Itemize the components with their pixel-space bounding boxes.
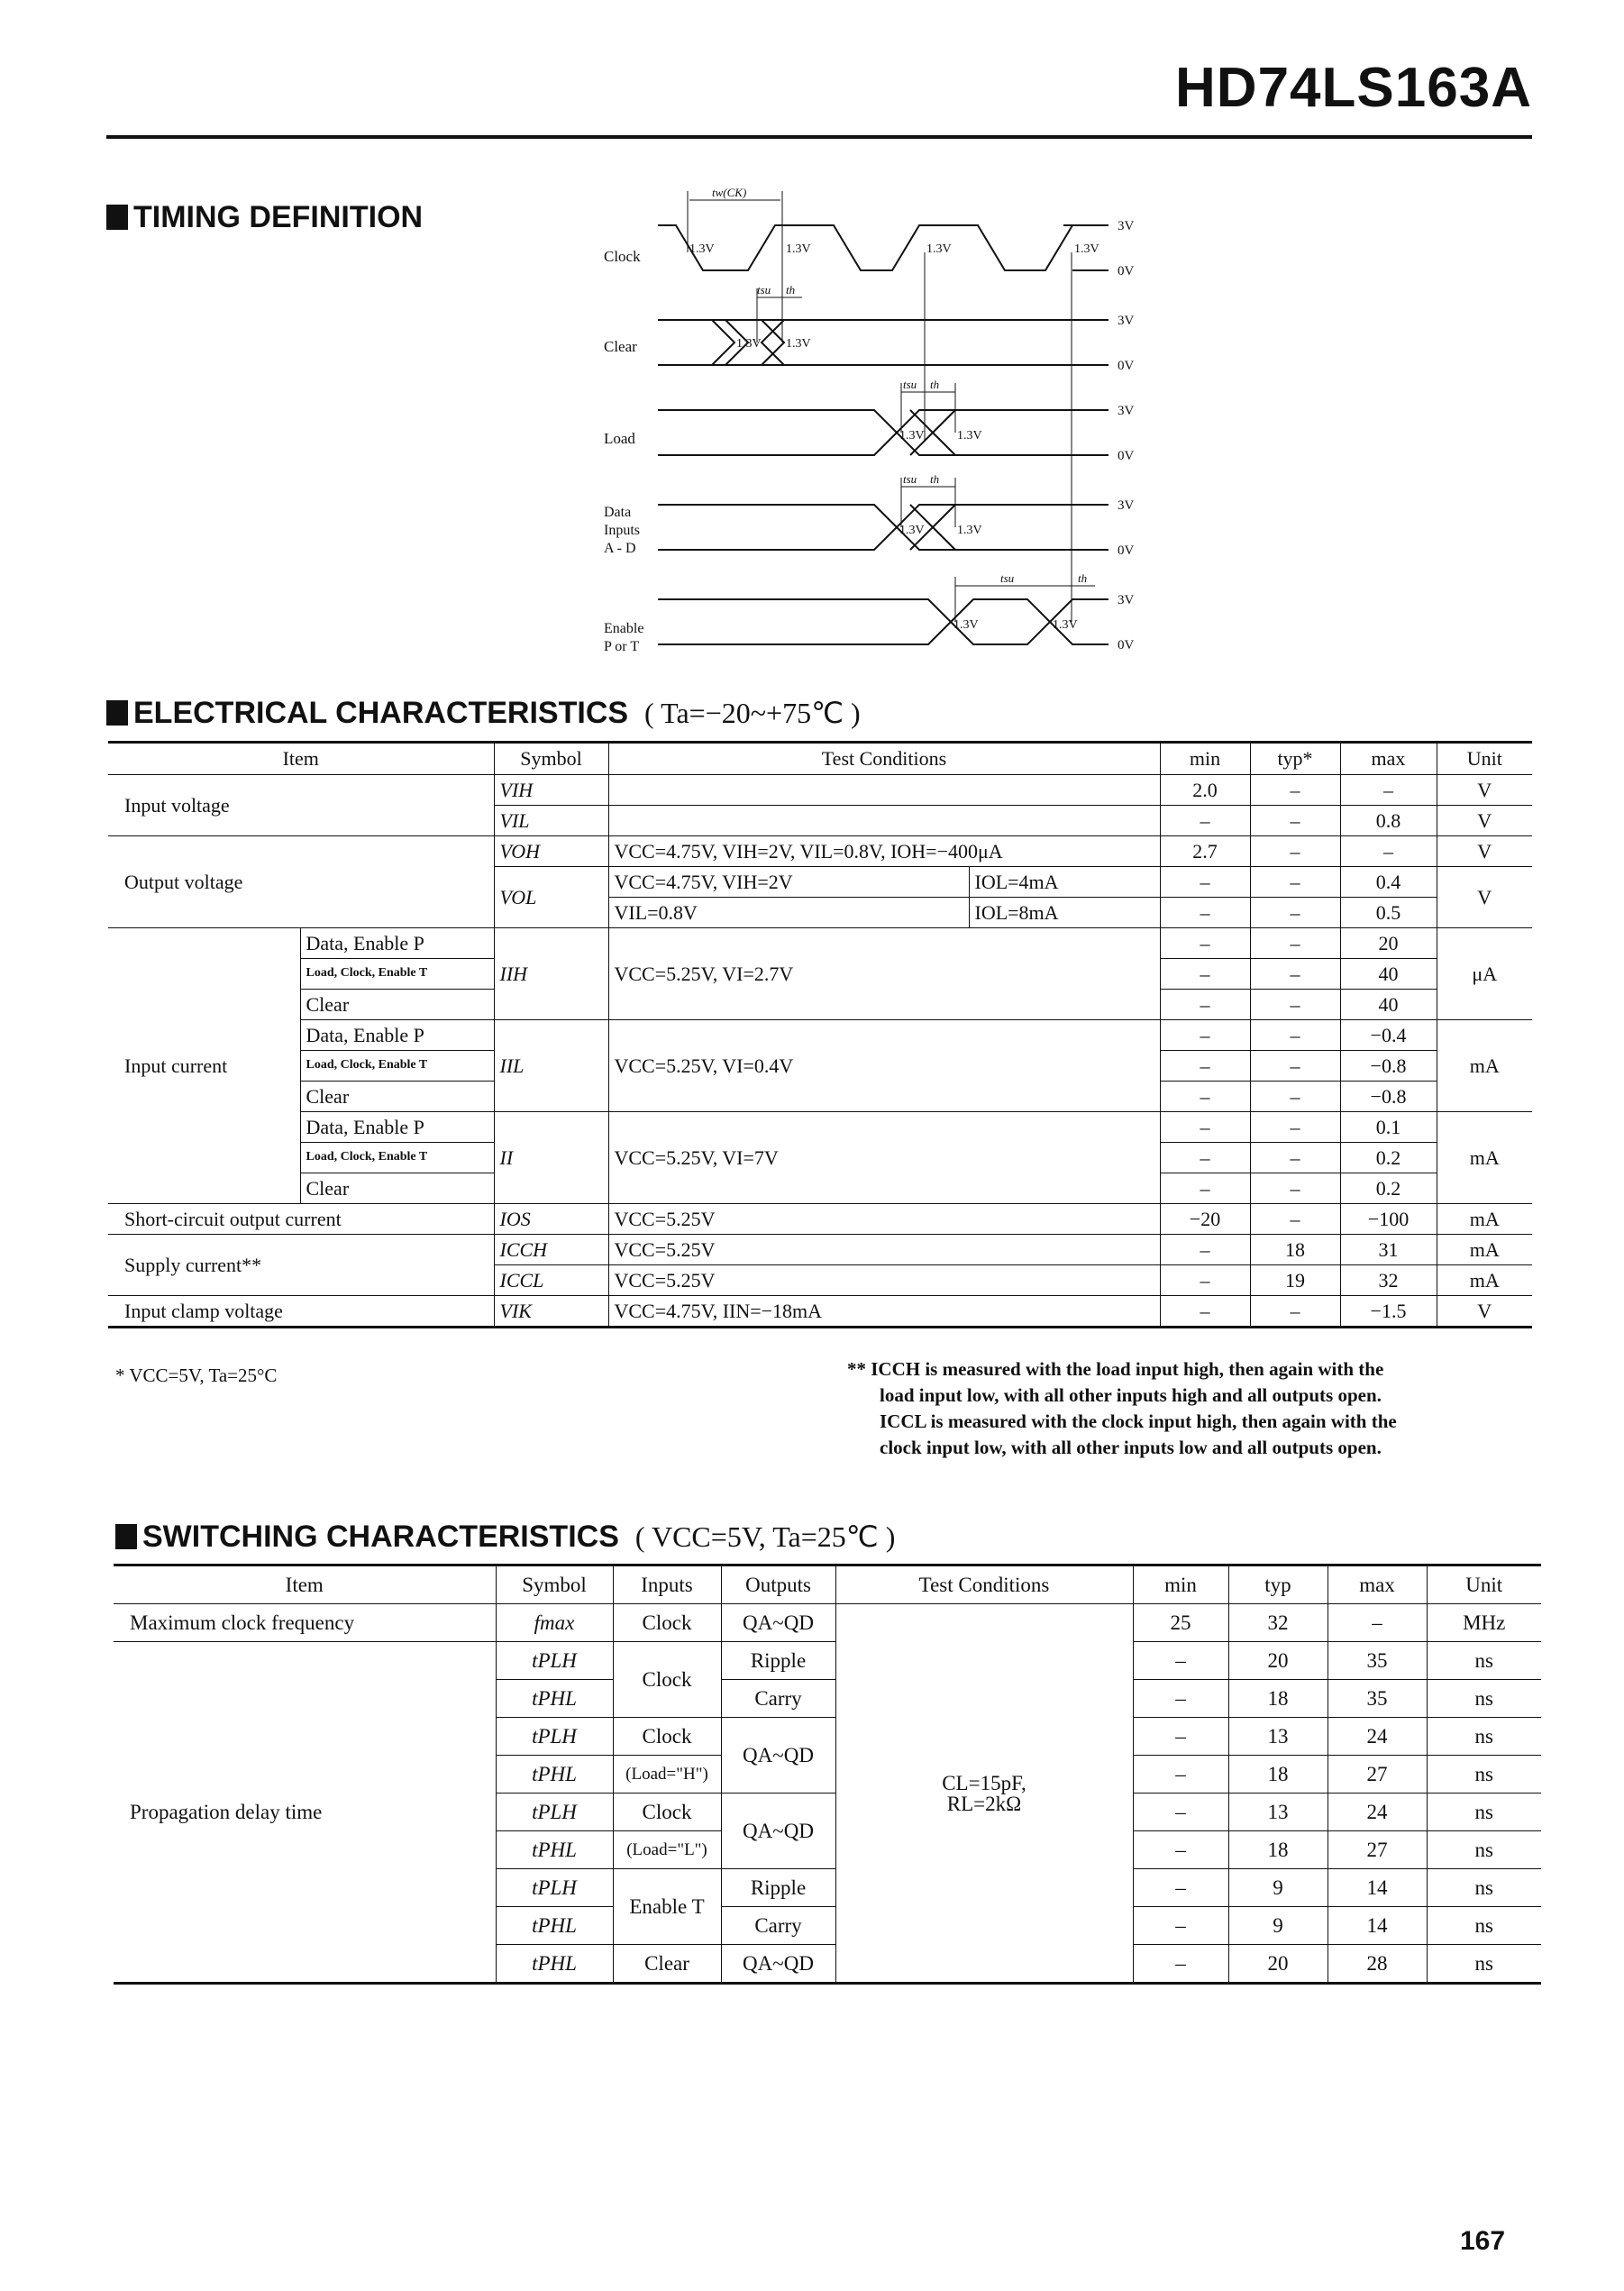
value-min: – — [1133, 1642, 1228, 1680]
value-max: 20 — [1340, 928, 1437, 959]
value-min: – — [1133, 1831, 1228, 1869]
header-max: max — [1340, 743, 1437, 775]
value-typ: – — [1250, 867, 1340, 898]
footnote-typ: * VCC=5V, Ta=25°C — [115, 1365, 278, 1386]
switching-section-title — [115, 1520, 895, 1555]
symbol-icch: ICCH — [494, 1235, 608, 1265]
symbol-ii: II — [494, 1112, 608, 1204]
sublabel-clear: Clear — [300, 990, 494, 1020]
clock-waveform — [658, 225, 1109, 270]
value-min: – — [1160, 990, 1250, 1020]
value-max: 14 — [1327, 1907, 1427, 1945]
level-3v: 3V — [1118, 219, 1135, 233]
test-condition-line: RL=2kΩ — [946, 1792, 1022, 1815]
symbol-ios: IOS — [494, 1204, 608, 1235]
threshold-label: 1.3V — [689, 242, 715, 256]
value-typ: 9 — [1228, 1869, 1327, 1907]
value-max: 0.2 — [1340, 1173, 1437, 1204]
threshold-label: 1.3V — [786, 242, 811, 256]
value-max: 0.1 — [1340, 1112, 1437, 1143]
input-cell: Enable T — [613, 1869, 721, 1945]
value-min: – — [1160, 898, 1250, 928]
value-max: −0.4 — [1340, 1020, 1437, 1051]
value-min: – — [1160, 1020, 1250, 1051]
value-typ: 18 — [1228, 1756, 1327, 1794]
header-rule — [106, 135, 1532, 139]
timing-section-title — [106, 200, 423, 235]
output-cell: Carry — [721, 1907, 835, 1945]
th-marker: th — [930, 472, 940, 486]
value-unit: mA — [1437, 1265, 1532, 1296]
value-min: – — [1160, 1265, 1250, 1296]
value-typ: 32 — [1228, 1604, 1327, 1642]
sublabel-clear: Clear — [300, 1082, 494, 1112]
value-max: – — [1340, 836, 1437, 867]
timing-label-data-2: Inputs — [604, 523, 640, 538]
value-min: – — [1160, 1143, 1250, 1173]
value-unit: ns — [1427, 1869, 1541, 1907]
input-cell: Clock — [613, 1604, 721, 1642]
header-outputs: Outputs — [721, 1565, 835, 1604]
value-min: – — [1160, 1235, 1250, 1265]
value-unit: ns — [1427, 1907, 1541, 1945]
switching-characteristics-table — [114, 1564, 1541, 1985]
test-condition: VCC=4.75V, VIH=2V — [608, 867, 969, 898]
value-unit: mA — [1437, 1020, 1532, 1112]
value-min: – — [1133, 1869, 1228, 1907]
value-max: 14 — [1327, 1869, 1427, 1907]
test-condition: VCC=5.25V, VI=2.7V — [608, 928, 1160, 1020]
test-condition: VCC=4.75V, VIH=2V, VIL=0.8V, IOH=−400μA — [608, 836, 1160, 867]
header-item: Item — [108, 743, 494, 775]
enable-waveform — [658, 599, 951, 644]
value-min: – — [1160, 1051, 1250, 1082]
value-unit: ns — [1427, 1718, 1541, 1756]
value-typ: – — [1250, 1204, 1340, 1235]
item-supply-current: Supply current** — [108, 1235, 494, 1296]
value-typ: 20 — [1228, 1642, 1327, 1680]
value-unit: V — [1437, 806, 1532, 836]
level-0v: 0V — [1118, 543, 1135, 558]
value-max: 0.4 — [1340, 867, 1437, 898]
electrical-characteristics-table — [108, 741, 1532, 1328]
timing-label-data-3: A - D — [604, 541, 636, 556]
value-min: – — [1160, 1296, 1250, 1328]
level-3v: 3V — [1118, 314, 1135, 328]
header-unit: Unit — [1427, 1565, 1541, 1604]
header-min: min — [1133, 1565, 1228, 1604]
value-min: 2.0 — [1160, 775, 1250, 806]
level-0v: 0V — [1118, 638, 1135, 653]
symbol-cell: tPHL — [496, 1680, 613, 1718]
test-conditions-empty — [608, 775, 1160, 806]
table-row — [108, 1204, 1532, 1235]
value-min: 25 — [1133, 1604, 1228, 1642]
value-typ: – — [1250, 990, 1340, 1020]
footnote-line: ICCL is measured with the clock input high, then again with the — [880, 1410, 1397, 1432]
value-unit: ns — [1427, 1831, 1541, 1869]
test-condition: VCC=5.25V, VI=0.4V — [608, 1020, 1160, 1112]
footnote-supply — [847, 1356, 1541, 1461]
test-sub-condition: IOL=4mA — [969, 867, 1160, 898]
value-typ: – — [1250, 1020, 1340, 1051]
header-typ: typ — [1228, 1565, 1327, 1604]
header-inputs: Inputs — [613, 1565, 721, 1604]
threshold-label: 1.3V — [736, 337, 762, 351]
symbol-cell: tPLH — [496, 1794, 613, 1831]
timing-label-load: Load — [604, 430, 635, 447]
header-symbol: Symbol — [496, 1565, 613, 1604]
value-typ: – — [1250, 1296, 1340, 1328]
test-condition: VCC=5.25V — [608, 1204, 1160, 1235]
test-condition: VCC=4.75V, IIN=−18mA — [608, 1296, 1160, 1328]
header-min: min — [1160, 743, 1250, 775]
value-max: 27 — [1327, 1831, 1427, 1869]
value-typ: 20 — [1228, 1945, 1327, 1984]
value-max: 35 — [1327, 1680, 1427, 1718]
timing-label-clear: Clear — [604, 338, 637, 355]
value-min: – — [1133, 1907, 1228, 1945]
value-min: – — [1160, 1173, 1250, 1204]
level-0v: 0V — [1118, 264, 1135, 278]
symbol-vil: VIL — [494, 806, 608, 836]
input-cell: (Load="L") — [613, 1831, 721, 1869]
electrical-condition: ( Ta=−20~+75℃ ) — [644, 697, 861, 729]
symbol-vol: VOL — [494, 867, 608, 928]
sublabel-data-enable-p: Data, Enable P — [300, 1112, 494, 1143]
value-typ: – — [1250, 775, 1340, 806]
value-min: – — [1133, 1680, 1228, 1718]
item-short-circuit-output-current: Short-circuit output current — [108, 1204, 494, 1235]
header-item: Item — [114, 1565, 496, 1604]
switching-title-text: SWITCHING CHARACTERISTICS — [142, 1520, 619, 1554]
value-unit: mA — [1437, 1235, 1532, 1265]
sublabel-load-clock-enable-t: Load, Clock, Enable T — [300, 1051, 494, 1082]
value-min: −20 — [1160, 1204, 1250, 1235]
th-marker: th — [1078, 571, 1088, 585]
value-min: – — [1160, 867, 1250, 898]
header-test-conditions: Test Conditions — [835, 1565, 1133, 1604]
test-condition: VCC=5.25V — [608, 1265, 1160, 1296]
value-typ: – — [1250, 1173, 1340, 1204]
timing-diagram — [577, 180, 1154, 685]
level-3v: 3V — [1118, 404, 1135, 418]
value-typ: – — [1250, 1143, 1340, 1173]
table-row — [108, 775, 1532, 806]
test-condition: VIL=0.8V — [608, 898, 969, 928]
output-cell: QA~QD — [721, 1604, 835, 1642]
section-bullet-icon — [115, 1524, 137, 1549]
value-max: 40 — [1340, 959, 1437, 990]
value-max: 27 — [1327, 1756, 1427, 1794]
value-typ: 13 — [1228, 1718, 1327, 1756]
switching-condition: ( VCC=5V, Ta=25℃ ) — [634, 1520, 896, 1553]
value-typ: 9 — [1228, 1907, 1327, 1945]
value-unit: V — [1437, 1296, 1532, 1328]
value-max: 31 — [1340, 1235, 1437, 1265]
output-cell: QA~QD — [721, 1794, 835, 1869]
table-header-row — [114, 1565, 1541, 1604]
value-max: 0.8 — [1340, 806, 1437, 836]
value-typ: 18 — [1250, 1235, 1340, 1265]
value-min: – — [1160, 959, 1250, 990]
value-max: 28 — [1327, 1945, 1427, 1984]
tsu-marker: tsu — [757, 283, 771, 297]
value-max: 32 — [1340, 1265, 1437, 1296]
symbol-iil: IIL — [494, 1020, 608, 1112]
level-0v: 0V — [1118, 449, 1135, 463]
header-unit: Unit — [1437, 743, 1532, 775]
value-min: – — [1133, 1794, 1228, 1831]
footnote-line: ** ICCH is measured with the load input high, then again with the — [847, 1358, 1384, 1380]
symbol-cell: tPHL — [496, 1945, 613, 1984]
value-unit: V — [1437, 867, 1532, 928]
input-cell: (Load="H") — [613, 1756, 721, 1794]
test-sub-condition: IOL=8mA — [969, 898, 1160, 928]
table-row — [114, 1604, 1541, 1642]
item-input-voltage: Input voltage — [108, 775, 494, 836]
table-row — [108, 836, 1532, 867]
value-min: – — [1133, 1718, 1228, 1756]
symbol-vih: VIH — [494, 775, 608, 806]
header-test-conditions: Test Conditions — [608, 743, 1160, 775]
threshold-label: 1.3V — [899, 524, 925, 537]
value-typ: 18 — [1228, 1680, 1327, 1718]
section-bullet-icon — [106, 205, 128, 230]
timing-label-enable-2: P or T — [604, 639, 640, 654]
symbol-cell: tPHL — [496, 1756, 613, 1794]
sublabel-load-clock-enable-t: Load, Clock, Enable T — [300, 959, 494, 990]
test-conditions-empty — [608, 806, 1160, 836]
value-min: 2.7 — [1160, 836, 1250, 867]
value-max: −0.8 — [1340, 1051, 1437, 1082]
item-output-voltage: Output voltage — [108, 836, 494, 928]
sublabel-load-clock-enable-t: Load, Clock, Enable T — [300, 1143, 494, 1173]
symbol-cell: tPLH — [496, 1642, 613, 1680]
sublabel-clear: Clear — [300, 1173, 494, 1204]
value-unit: V — [1437, 775, 1532, 806]
value-unit: ns — [1427, 1680, 1541, 1718]
test-condition: VCC=5.25V, VI=7V — [608, 1112, 1160, 1204]
test-condition-line: CL=15pF, — [942, 1771, 1026, 1794]
header-max: max — [1327, 1565, 1427, 1604]
value-max: 40 — [1340, 990, 1437, 1020]
timing-label-data-1: Data — [604, 505, 632, 520]
value-max: 24 — [1327, 1794, 1427, 1831]
threshold-label: 1.3V — [957, 524, 982, 537]
value-typ: – — [1250, 1112, 1340, 1143]
symbol-cell: tPLH — [496, 1869, 613, 1907]
value-unit: MHz — [1427, 1604, 1541, 1642]
item-input-clamp-voltage: Input clamp voltage — [108, 1296, 494, 1328]
table-row — [108, 928, 1532, 959]
value-max: 0.5 — [1340, 898, 1437, 928]
timing-label-enable-1: Enable — [604, 621, 644, 636]
table-row — [108, 1296, 1532, 1328]
value-max: 35 — [1327, 1642, 1427, 1680]
footnote-line: clock input low, with all other inputs low and all outputs open. — [880, 1437, 1382, 1458]
value-min: – — [1160, 806, 1250, 836]
electrical-section-title — [106, 696, 861, 731]
value-unit: mA — [1437, 1204, 1532, 1235]
value-typ: – — [1250, 1051, 1340, 1082]
page-number: 167 — [1460, 2226, 1506, 2256]
tsu-marker: tsu — [903, 378, 917, 391]
item-input-current: Input current — [108, 928, 300, 1204]
symbol-fmax: fmax — [496, 1604, 613, 1642]
value-typ: – — [1250, 1082, 1340, 1112]
output-cell: Ripple — [721, 1642, 835, 1680]
threshold-label: 1.3V — [1053, 618, 1078, 632]
value-unit: ns — [1427, 1945, 1541, 1984]
output-cell: Carry — [721, 1680, 835, 1718]
input-cell: Clock — [613, 1718, 721, 1756]
table-header-row — [108, 743, 1532, 775]
symbol-cell: tPHL — [496, 1831, 613, 1869]
value-max: −1.5 — [1340, 1296, 1437, 1328]
output-cell: Ripple — [721, 1869, 835, 1907]
value-min: – — [1160, 1082, 1250, 1112]
value-typ: – — [1250, 898, 1340, 928]
level-3v: 3V — [1118, 593, 1135, 607]
header-symbol: Symbol — [494, 743, 608, 775]
value-max: −100 — [1340, 1204, 1437, 1235]
input-cell: Clear — [613, 1945, 721, 1984]
table-row — [108, 1020, 1532, 1051]
footnote-line: load input low, with all other inputs high and all outputs open. — [880, 1384, 1382, 1406]
value-max: – — [1340, 775, 1437, 806]
timing-label-clock: Clock — [604, 248, 641, 265]
input-cell: Clock — [613, 1794, 721, 1831]
level-3v: 3V — [1118, 498, 1135, 513]
value-max: −0.8 — [1340, 1082, 1437, 1112]
symbol-voh: VOH — [494, 836, 608, 867]
table-row — [114, 1642, 1541, 1680]
header-typ: typ* — [1250, 743, 1340, 775]
value-typ: – — [1250, 806, 1340, 836]
table-row — [108, 1112, 1532, 1143]
test-condition: VCC=5.25V — [608, 1235, 1160, 1265]
tsu-marker: tsu — [903, 472, 917, 486]
value-min: – — [1160, 1112, 1250, 1143]
value-typ: 18 — [1228, 1831, 1327, 1869]
sublabel-data-enable-p: Data, Enable P — [300, 1020, 494, 1051]
symbol-iih: IIH — [494, 928, 608, 1020]
table-row — [108, 1235, 1532, 1265]
input-cell: Clock — [613, 1642, 721, 1718]
symbol-cell: tPLH — [496, 1718, 613, 1756]
threshold-label: 1.3V — [1074, 242, 1099, 256]
tsu-marker: tsu — [1000, 571, 1015, 585]
threshold-label: 1.3V — [926, 242, 952, 256]
sublabel-data-enable-p: Data, Enable P — [300, 928, 494, 959]
value-unit: ns — [1427, 1756, 1541, 1794]
value-max: 24 — [1327, 1718, 1427, 1756]
symbol-iccl: ICCL — [494, 1265, 608, 1296]
value-min: – — [1133, 1945, 1228, 1984]
output-cell: QA~QD — [721, 1718, 835, 1794]
th-marker: th — [930, 378, 940, 391]
value-max: – — [1327, 1604, 1427, 1642]
item-maximum-clock-frequency: Maximum clock frequency — [114, 1604, 496, 1642]
output-cell: QA~QD — [721, 1945, 835, 1984]
symbol-cell: tPHL — [496, 1907, 613, 1945]
value-unit: ns — [1427, 1794, 1541, 1831]
data-waveform — [658, 505, 897, 550]
level-0v: 0V — [1118, 359, 1135, 373]
value-min: – — [1160, 928, 1250, 959]
test-conditions-cell — [835, 1604, 1133, 1984]
value-typ: – — [1250, 836, 1340, 867]
value-typ: 19 — [1250, 1265, 1340, 1296]
timing-title-text: TIMING DEFINITION — [133, 200, 424, 234]
part-number: HD74LS163A — [1175, 57, 1532, 119]
threshold-label: 1.3V — [899, 429, 925, 443]
threshold-label: 1.3V — [786, 337, 811, 351]
value-unit: ns — [1427, 1642, 1541, 1680]
threshold-label: 1.3V — [953, 618, 979, 632]
item-propagation-delay-time: Propagation delay time — [114, 1642, 496, 1984]
load-waveform — [658, 410, 897, 455]
value-typ: – — [1250, 928, 1340, 959]
value-max: 0.2 — [1340, 1143, 1437, 1173]
th-marker: th — [786, 283, 796, 297]
value-min: – — [1133, 1756, 1228, 1794]
section-bullet-icon — [106, 700, 128, 726]
value-unit: mA — [1437, 1112, 1532, 1204]
value-unit: V — [1437, 836, 1532, 867]
symbol-vik: VIK — [494, 1296, 608, 1328]
threshold-label: 1.3V — [957, 429, 982, 443]
electrical-title-text: ELECTRICAL CHARACTERISTICS — [133, 696, 629, 730]
value-typ: – — [1250, 959, 1340, 990]
tw-marker: tw(CK) — [712, 186, 747, 199]
value-typ: 13 — [1228, 1794, 1327, 1831]
value-unit: μA — [1437, 928, 1532, 1020]
